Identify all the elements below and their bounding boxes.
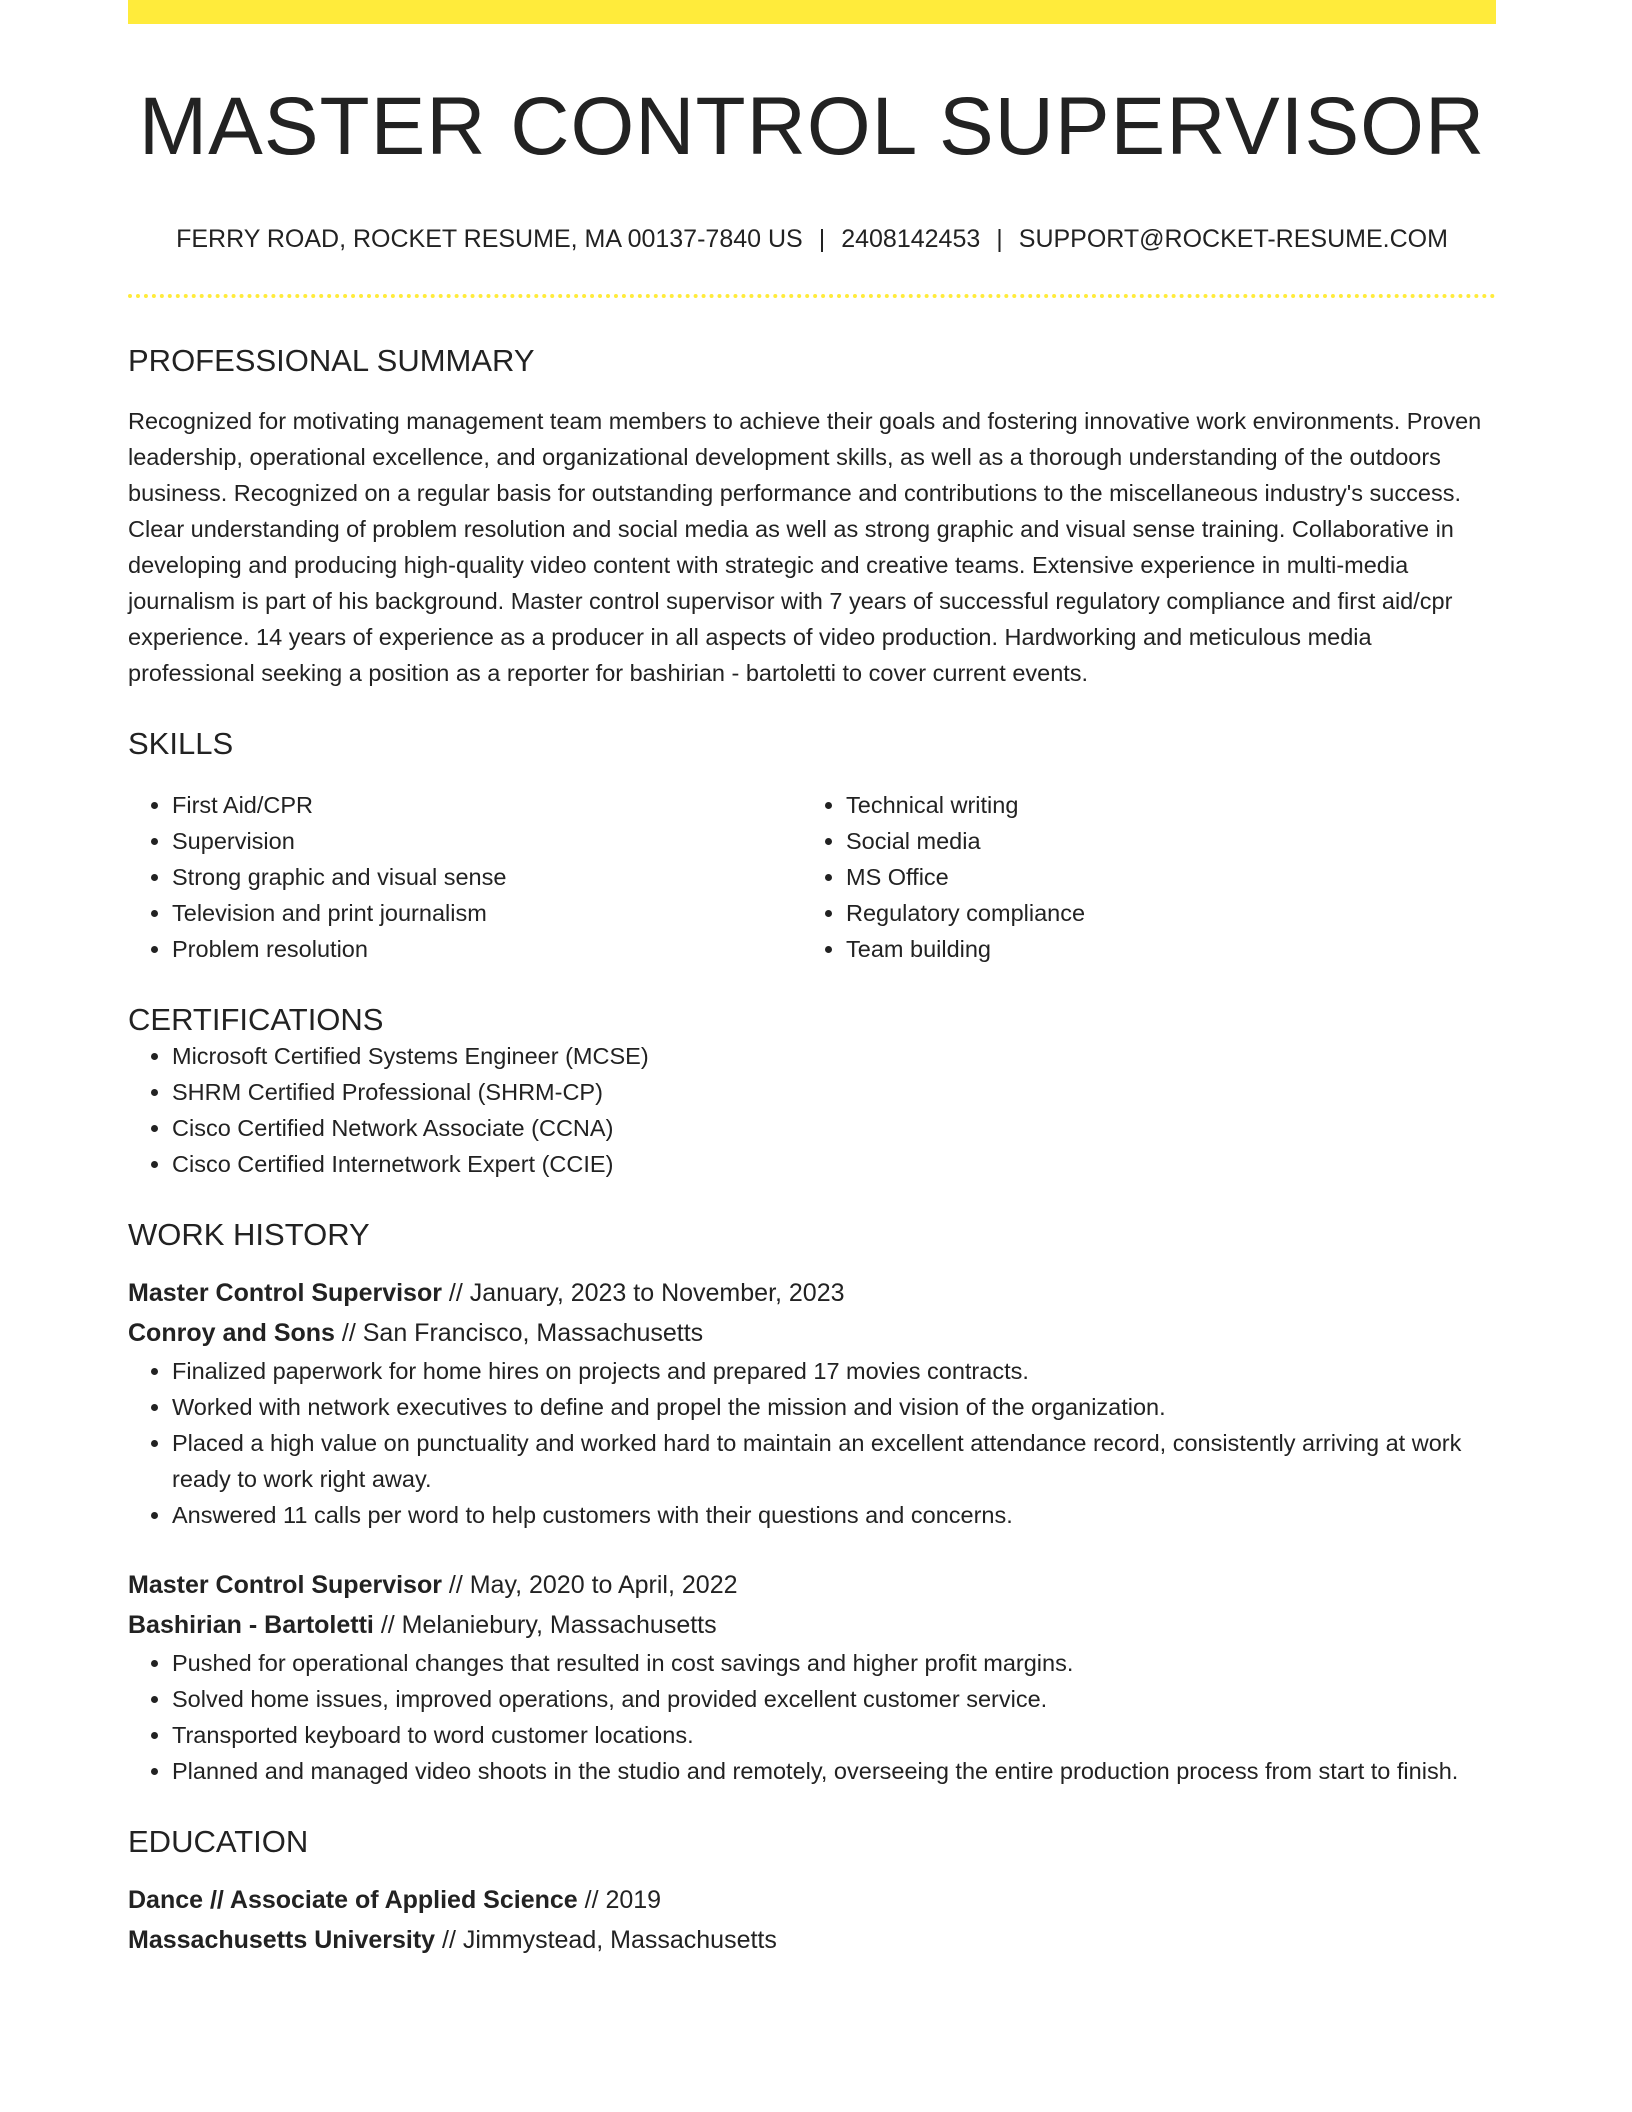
job-duty-item: • Finalized paperwork for home hires on projects and prepared 17 movies contracts. bbox=[172, 1353, 1496, 1389]
dotted-divider bbox=[128, 294, 1496, 298]
job-location: // San Francisco, Massachusetts bbox=[334, 1318, 704, 1347]
education-location: // Jimmystead, Massachusetts bbox=[435, 1926, 777, 1955]
education-year: // 2019 bbox=[577, 1886, 662, 1915]
skill-item: • Problem resolution bbox=[172, 931, 802, 967]
summary-heading: PROFESSIONAL SUMMARY bbox=[128, 343, 535, 379]
certification-item: • SHRM Certified Professional (SHRM-CP) bbox=[172, 1074, 1496, 1110]
skill-item: • First Aid/CPR bbox=[172, 787, 802, 823]
resume-name: MASTER CONTROL SUPERVISOR bbox=[138, 81, 1486, 172]
accent-bar bbox=[128, 0, 1496, 24]
contact-address: FERRY ROAD, ROCKET RESUME, MA 00137-7840 US bbox=[176, 225, 803, 254]
job-dates: // May, 2020 to April, 2022 bbox=[441, 1570, 738, 1599]
job-duties-list bbox=[128, 1645, 1496, 1789]
job-role: Master Control Supervisor bbox=[128, 1570, 442, 1599]
education-school-line bbox=[128, 1920, 1496, 1960]
skill-item: • Technical writing bbox=[846, 787, 1476, 823]
education-heading: EDUCATION bbox=[128, 1823, 309, 1859]
skill-item: • Social media bbox=[846, 823, 1476, 859]
skill-item: • Regulatory compliance bbox=[846, 895, 1476, 931]
contact-separator: | bbox=[996, 225, 1003, 254]
education-degree: Dance // Associate of Applied Science bbox=[128, 1886, 578, 1915]
skill-item: • Team building bbox=[846, 931, 1476, 967]
skills-left-column bbox=[128, 787, 802, 967]
job-duty-item: • Solved home issues, improved operations, and provided excellent customer service. bbox=[172, 1681, 1496, 1717]
contact-separator: | bbox=[818, 225, 826, 254]
job-duty-item: • Pushed for operational changes that resulted in cost savings and higher profit margins. bbox=[172, 1645, 1496, 1681]
job-location: // Melaniebury, Massachusetts bbox=[373, 1610, 717, 1639]
education-degree-line bbox=[128, 1880, 1496, 1920]
job-duties-list bbox=[128, 1353, 1496, 1533]
resume-page bbox=[128, 0, 1496, 1960]
job-title-line bbox=[128, 1565, 1496, 1605]
certification-item: • Cisco Certified Internetwork Expert (CCIE) bbox=[172, 1146, 1496, 1182]
job-role: Master Control Supervisor bbox=[128, 1278, 442, 1307]
work-history-heading: WORK HISTORY bbox=[128, 1216, 370, 1252]
certifications-list bbox=[128, 1038, 1496, 1182]
contact-phone[interactable]: 2408142453 bbox=[841, 225, 981, 254]
job-duty-item: • Planned and managed video shoots in the studio and remotely, overseeing the entire production process from start to finish. bbox=[172, 1753, 1496, 1789]
job-company: Conroy and Sons bbox=[128, 1318, 335, 1347]
summary-text: Recognized for motivating management team members to achieve their goals and fostering innovative work environments. Proven leadership, operational excellence, and organizational development skills, as well as a thorough understanding of the outdoors business. Recognized on a regular basis for outstanding performance and contributions to the miscellaneous industry's success. Clear understanding of problem resolution and social media as well as strong graphic and visual sense training. Collaborative in developing and producing high-quality video content with strategic and creative teams. Extensive experience in multi-media journalism is part of his background. Master control supervisor with 7 years of successful regulatory compliance and first aid/cpr experience. 14 years of experience as a producer in all aspects of video production. Hardworking and meticulous media professional seeking a position as a reporter for bashirian - bartoletti to cover current events. bbox=[128, 408, 1482, 687]
skills-right-column bbox=[802, 787, 1476, 967]
contact-line bbox=[128, 224, 1496, 254]
skill-item: • MS Office bbox=[846, 859, 1476, 895]
job-company: Bashirian - Bartoletti bbox=[128, 1610, 374, 1639]
skill-item: • Television and print journalism bbox=[172, 895, 802, 931]
skills-list bbox=[128, 787, 1496, 967]
certifications-heading: CERTIFICATIONS bbox=[128, 1001, 384, 1037]
job-duty-item: • Answered 11 calls per word to help customers with their questions and concerns. bbox=[172, 1497, 1496, 1533]
certification-item: • Cisco Certified Network Associate (CCNA) bbox=[172, 1110, 1496, 1146]
contact-email[interactable]: SUPPORT@ROCKET-RESUME.COM bbox=[1018, 225, 1448, 254]
job-duty-item: • Worked with network executives to define and propel the mission and vision of the organization. bbox=[172, 1389, 1496, 1425]
skills-heading: SKILLS bbox=[128, 726, 234, 762]
job-company-line bbox=[128, 1313, 1496, 1353]
skill-item: • Supervision bbox=[172, 823, 802, 859]
skill-item: • Strong graphic and visual sense bbox=[172, 859, 802, 895]
job-title-line bbox=[128, 1273, 1496, 1313]
job-duty-item: • Placed a high value on punctuality and worked hard to maintain an excellent attendance record, consistently arriving at work ready to work right away. bbox=[172, 1425, 1496, 1497]
job-dates: // January, 2023 to November, 2023 bbox=[441, 1278, 845, 1307]
job-company-line bbox=[128, 1605, 1496, 1645]
job-duty-item: • Transported keyboard to word customer locations. bbox=[172, 1717, 1496, 1753]
education-school: Massachusetts University bbox=[128, 1926, 436, 1955]
certification-item: • Microsoft Certified Systems Engineer (MCSE) bbox=[172, 1038, 1496, 1074]
